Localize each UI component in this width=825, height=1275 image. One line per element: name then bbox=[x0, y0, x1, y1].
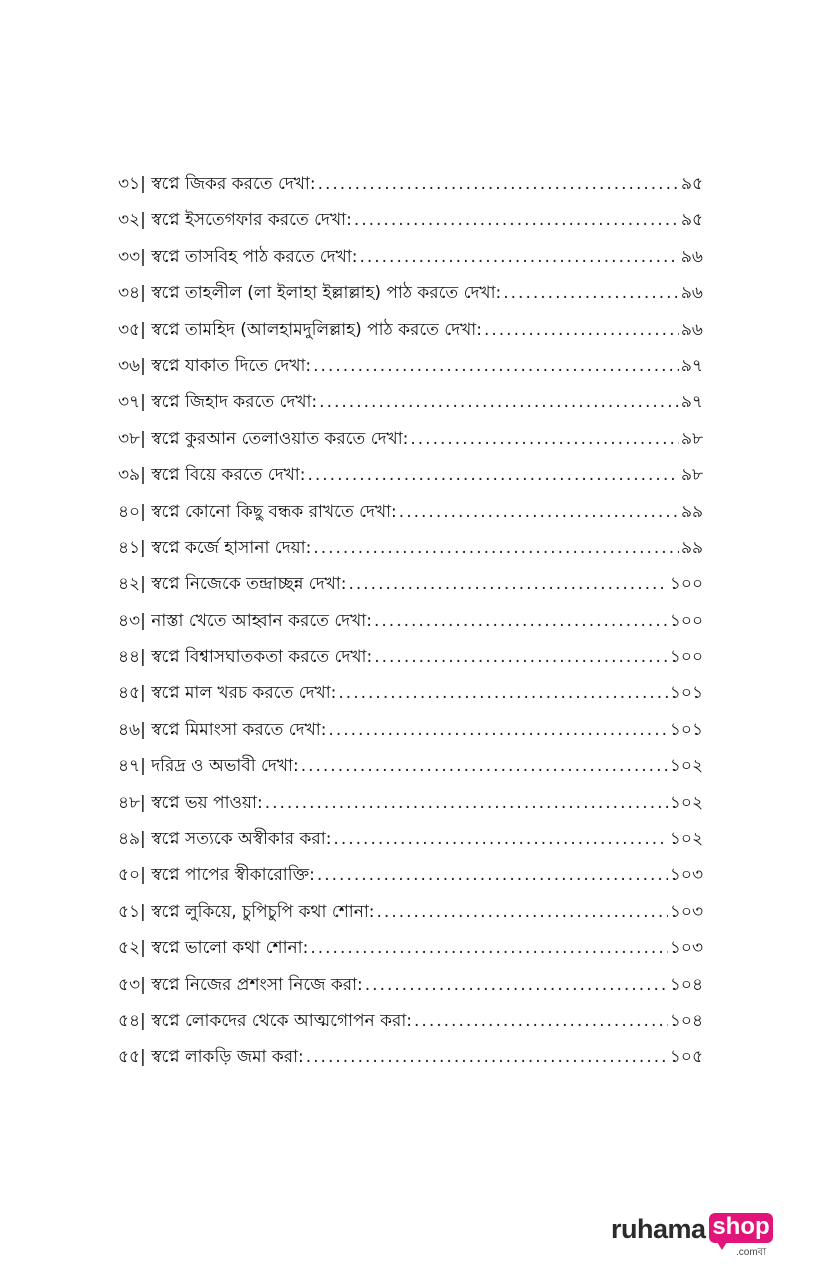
toc-entry bbox=[118, 421, 703, 457]
toc-entry-title: ৪৪| স্বপ্নে বিশ্বাসঘাতকতা করতে দেখা: bbox=[118, 647, 373, 668]
dot-leader bbox=[399, 494, 679, 530]
toc-entry bbox=[118, 384, 703, 420]
dot-leader bbox=[301, 748, 668, 784]
toc-entry-page-number: ১০০ bbox=[669, 574, 703, 595]
toc-entry-title: ৫১| স্বপ্নে লুকিয়ে, চুপিচুপি কথা শোনা: bbox=[118, 901, 375, 922]
logo-suffix-text: .comবা bbox=[736, 1247, 767, 1258]
toc-entry-page-number: ৯৭ bbox=[680, 392, 703, 413]
toc-entry-title: ৪৫| স্বপ্নে মাল খরচ করতে দেখা: bbox=[118, 683, 337, 704]
dot-leader bbox=[348, 566, 667, 602]
toc-entry-page-number: ৯৭ bbox=[680, 355, 703, 376]
logo-badge-text: shop bbox=[712, 1213, 770, 1240]
toc-entry-page-number: ১০৫ bbox=[669, 1047, 703, 1068]
toc-entry-page-number: ১০২ bbox=[669, 792, 703, 813]
toc-entry-page-number: ১০২ bbox=[669, 829, 703, 850]
toc-entry-page-number: ৯৬ bbox=[680, 319, 703, 340]
toc-entry-page-number: ১০২ bbox=[669, 756, 703, 777]
toc-entry bbox=[118, 457, 703, 493]
logo-brand-text: ruhama bbox=[611, 1214, 706, 1244]
toc-entry bbox=[118, 239, 703, 275]
toc-entry bbox=[118, 639, 703, 675]
dot-leader bbox=[414, 1003, 668, 1039]
toc-entry bbox=[118, 748, 703, 784]
toc-entry-title: ৪৮| স্বপ্নে ভয় পাওয়া: bbox=[118, 792, 263, 813]
toc-entry-page-number: ১০৪ bbox=[669, 974, 703, 995]
dot-leader bbox=[338, 675, 667, 711]
dot-leader bbox=[313, 530, 679, 566]
toc-entry-title: ৩২| স্বপ্নে ইসতেগফার করতে দেখা: bbox=[118, 210, 352, 231]
toc-entry-title: ৩৬| স্বপ্নে যাকাত দিতে দেখা: bbox=[118, 355, 312, 376]
toc-entry-title: ৩৮| স্বপ্নে কুরআন তেলাওয়াত করতে দেখা: bbox=[118, 428, 409, 449]
dot-leader bbox=[265, 785, 668, 821]
toc-entry-page-number: ১০৩ bbox=[669, 901, 703, 922]
toc-entry bbox=[118, 712, 703, 748]
toc-entry bbox=[118, 894, 703, 930]
toc-entry bbox=[118, 275, 703, 311]
toc-entry bbox=[118, 202, 703, 238]
toc-entry-title: ৩৩| স্বপ্নে তাসবিহ পাঠ করতে দেখা: bbox=[118, 246, 358, 267]
toc-entry-page-number: ৯৮ bbox=[680, 428, 703, 449]
dot-leader bbox=[313, 348, 679, 384]
toc-entry bbox=[118, 821, 703, 857]
toc-entry-title: ৫৪| স্বপ্নে লোকদের থেকে আত্মগোপন করা: bbox=[118, 1010, 413, 1031]
toc-entry-page-number: ১০১ bbox=[669, 719, 703, 740]
dot-leader bbox=[484, 312, 679, 348]
toc-entry-title: ৫৫| স্বপ্নে লাকড়ি জমা করা: bbox=[118, 1047, 304, 1068]
toc-entry-title: ৩৪| স্বপ্নে তাহলীল (লা ইলাহা ইল্লাল্লাহ) পাঠ করতে দেখা: bbox=[118, 283, 502, 304]
toc-entry-title: ৪৬| স্বপ্নে মিমাংসা করতে দেখা: bbox=[118, 719, 327, 740]
toc-entry-title: ৩৯| স্বপ্নে বিয়ে করতে দেখা: bbox=[118, 465, 306, 486]
toc-entry bbox=[118, 785, 703, 821]
dot-leader bbox=[307, 457, 678, 493]
toc-entry bbox=[118, 530, 703, 566]
toc-entry-page-number: ১০০ bbox=[669, 647, 703, 668]
toc-entry bbox=[118, 348, 703, 384]
toc-entry bbox=[118, 566, 703, 602]
toc-entry-page-number: ১০০ bbox=[669, 610, 703, 631]
toc-entry-page-number: ৯৬ bbox=[680, 246, 703, 267]
logo-badge bbox=[709, 1213, 773, 1243]
toc-entry-page-number: ৯৫ bbox=[680, 210, 703, 231]
toc-entry-page-number: ৯৬ bbox=[680, 283, 703, 304]
dot-leader bbox=[377, 894, 668, 930]
toc-entry-title: ৪২| স্বপ্নে নিজেকে তন্দ্রাচ্ছন্ন দেখা: bbox=[118, 574, 347, 595]
toc-entry-page-number: ১০৩ bbox=[669, 938, 703, 959]
toc-entry bbox=[118, 1039, 703, 1075]
dot-leader bbox=[306, 1039, 668, 1075]
dot-leader bbox=[310, 930, 668, 966]
toc-entry-page-number: ১০৩ bbox=[669, 865, 703, 886]
toc-entry-title: ৩১| স্বপ্নে জিকর করতে দেখা: bbox=[118, 174, 316, 194]
toc-entry-page-number: ৯৯ bbox=[680, 537, 703, 558]
toc-entry-page-number: ৯৫ bbox=[680, 174, 703, 194]
toc-entry-title: ৫২| স্বপ্নে ভালো কথা শোনা: bbox=[118, 938, 309, 959]
dot-leader bbox=[503, 275, 679, 311]
toc-entry-title: ৪০| স্বপ্নে কোনো কিছু বন্ধক রাখতে দেখা: bbox=[118, 501, 397, 522]
toc-entry bbox=[118, 312, 703, 348]
toc-entry bbox=[118, 1003, 703, 1039]
toc-entry-title: ৪৩| নাস্তা খেতে আহ্বান করতে দেখা: bbox=[118, 610, 372, 631]
dot-leader bbox=[359, 239, 678, 275]
toc-entry-title: ৩৫| স্বপ্নে তামহিদ (আলহামদুলিল্লাহ) পাঠ করতে দেখা: bbox=[118, 319, 482, 340]
toc-entry bbox=[118, 857, 703, 893]
dot-leader bbox=[328, 712, 667, 748]
dot-leader bbox=[319, 384, 679, 420]
toc-entry bbox=[118, 603, 703, 639]
toc-entry bbox=[118, 930, 703, 966]
dot-leader bbox=[374, 639, 668, 675]
toc-entry-page-number: ১০৪ bbox=[669, 1010, 703, 1031]
toc-entry bbox=[118, 166, 703, 202]
dot-leader bbox=[317, 857, 668, 893]
toc-entry-page-number: ৯৮ bbox=[680, 465, 703, 486]
toc-entry-title: ৫৩| স্বপ্নে নিজের প্রশংসা নিজে করা: bbox=[118, 974, 363, 995]
toc-entry-title: ৩৭| স্বপ্নে জিহাদ করতে দেখা: bbox=[118, 392, 318, 413]
dot-leader bbox=[318, 166, 679, 202]
dot-leader bbox=[354, 202, 679, 238]
ruhamashop-logo bbox=[611, 1208, 781, 1258]
dot-leader bbox=[374, 603, 668, 639]
toc-entry-title: ৪৯| স্বপ্নে সত্যকে অস্বীকার করা: bbox=[118, 829, 332, 850]
toc-entry-page-number: ১০১ bbox=[669, 683, 703, 704]
dot-leader bbox=[365, 967, 668, 1003]
toc-entry bbox=[118, 494, 703, 530]
dot-leader bbox=[333, 821, 667, 857]
toc-entry bbox=[118, 967, 703, 1003]
table-of-contents bbox=[118, 166, 703, 1076]
dot-leader bbox=[410, 421, 679, 457]
toc-entry-title: ৫০| স্বপ্নে পাপের স্বীকারোক্তি: bbox=[118, 865, 315, 886]
toc-entry-title: ৪১| স্বপ্নে কর্জে হাসানা দেয়া: bbox=[118, 537, 312, 558]
toc-entry bbox=[118, 675, 703, 711]
toc-entry-page-number: ৯৯ bbox=[680, 501, 703, 522]
toc-entry-title: ৪৭| দরিদ্র ও অভাবী দেখা: bbox=[118, 756, 299, 777]
